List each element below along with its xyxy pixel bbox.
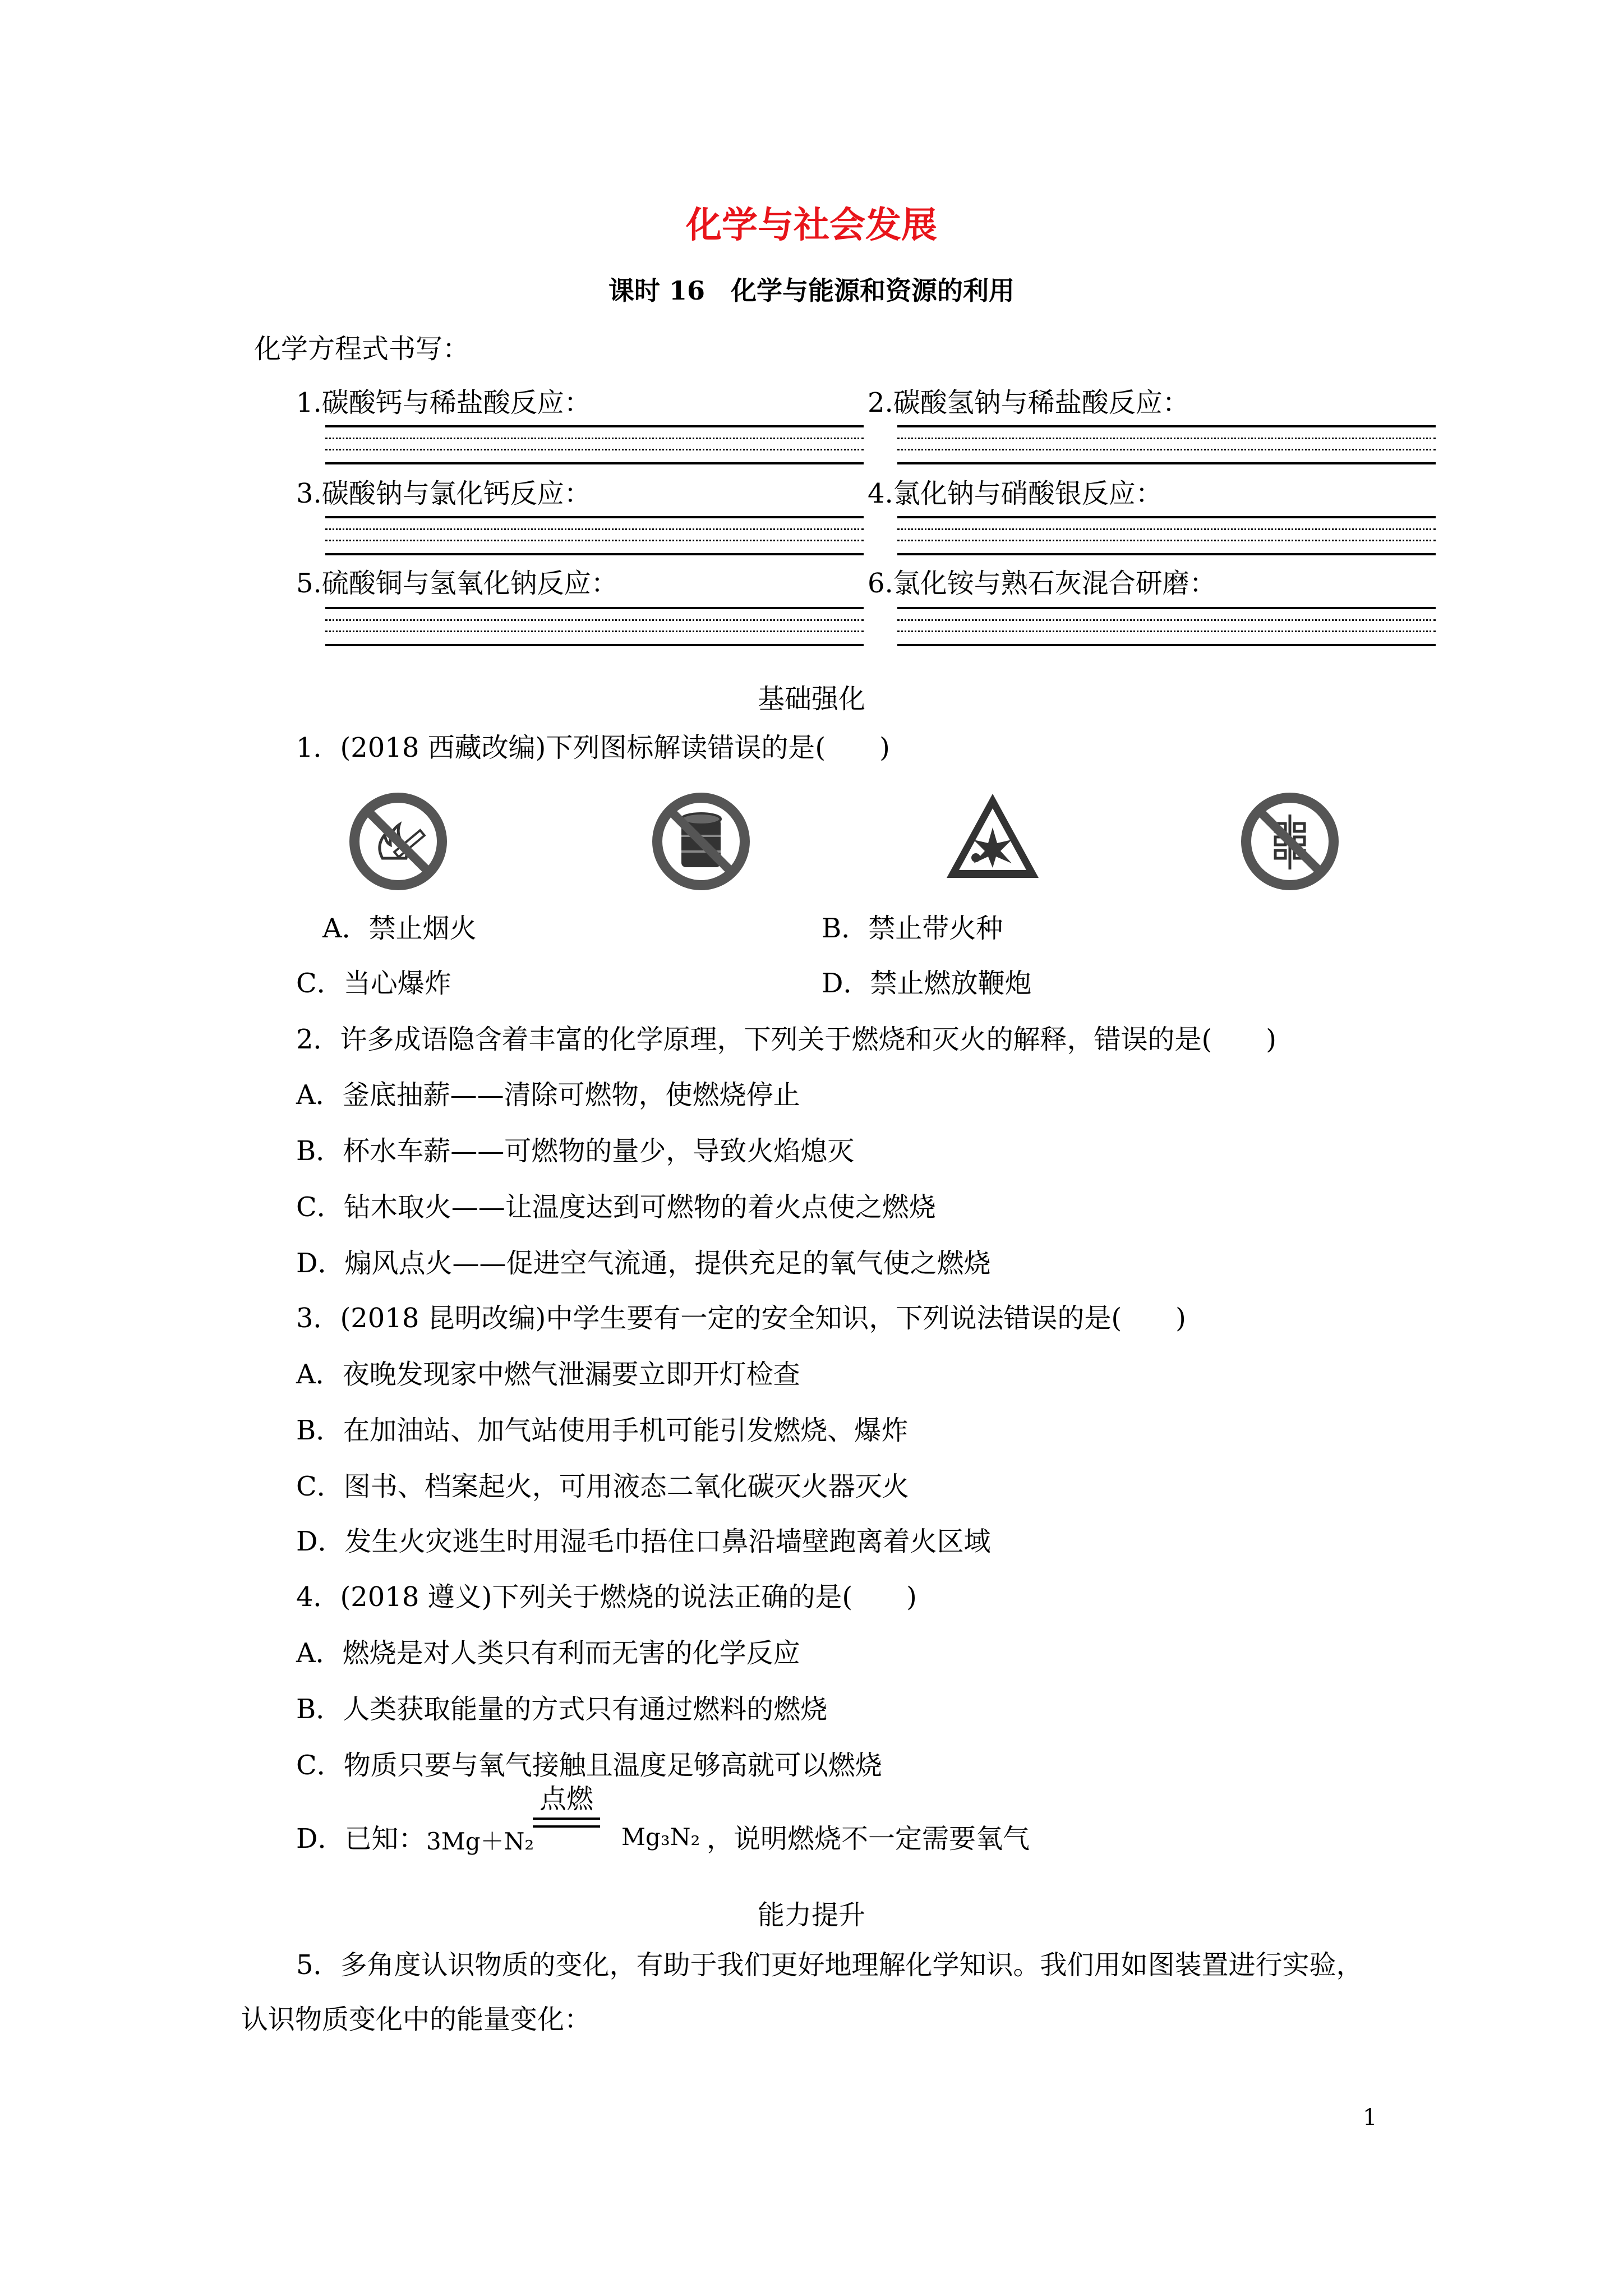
q4-option-d-suffix: ，说明燃烧不一定需要氧气	[707, 1823, 1030, 1855]
q1-option-a: A．禁止烟火	[322, 913, 477, 944]
q2-option-c: C．钻木取火——让温度达到可燃物的着火点使之燃烧	[296, 1191, 936, 1223]
q3-option-b: B．在加油站、加气站使用手机可能引发燃烧、爆炸	[296, 1415, 909, 1446]
q3-option-c: C．图书、档案起火，可用液态二氧化碳灭火器灭火	[296, 1471, 909, 1502]
lesson-subtitle: 课时 16 化学与能源和资源的利用	[608, 275, 1015, 306]
q3-option-a: A．夜晚发现家中燃气泄漏要立即开灯检查	[296, 1359, 800, 1390]
page-number: 1	[1363, 2105, 1377, 2131]
q2-option-b: B．杯水车薪——可燃物的量少，导致火焰熄灭	[296, 1135, 855, 1167]
q2-option-a: A．釜底抽薪——清除可燃物，使燃烧停止	[296, 1079, 800, 1111]
equation-prompt-3: 3.碳酸钠与氯化钙反应：	[296, 478, 591, 509]
q5-stem-line2: 认识物质变化中的能量变化：	[241, 2004, 592, 2035]
q1-option-d: D．禁止燃放鞭炮	[822, 968, 1032, 999]
q1-option-b: B．禁止带火种	[822, 913, 1003, 944]
section-heading-basic: 基础强化	[757, 683, 865, 715]
equation-prompt-5: 5.硫酸铜与氢氧化钠反应：	[296, 568, 618, 599]
equation-prompt-4: 4.氯化钠与硝酸银反应：	[868, 478, 1163, 509]
answer-lines-6	[897, 607, 1436, 673]
q3-stem: 3．(2018 昆明改编)中学生要有一定的安全知识，下列说法错误的是( )	[296, 1303, 1186, 1334]
q4-option-b: B．人类获取能量的方式只有通过燃料的燃烧	[296, 1694, 828, 1725]
q5-stem-line1: 5．多角度认识物质的变化，有助于我们更好地理解化学知识。我们用如图装置进行实验，	[296, 1949, 1363, 1981]
q4-equation-sign	[533, 1818, 600, 1828]
section-heading-advanced: 能力提升	[757, 1899, 865, 1931]
q4-option-a: A．燃烧是对人类只有利而无害的化学反应	[296, 1637, 800, 1669]
q2-stem: 2．许多成语隐含着丰富的化学原理，下列关于燃烧和灭火的解释，错误的是( )	[296, 1024, 1276, 1055]
q4-stem: 4．(2018 遵义)下列关于燃烧的说法正确的是( )	[296, 1581, 917, 1613]
q4-equation-reactants: 3Mg＋N₂	[426, 1828, 534, 1855]
page-title: 化学与社会发展	[686, 205, 937, 246]
q1-option-c: C．当心爆炸	[296, 968, 451, 999]
answer-lines-5	[325, 607, 864, 673]
q4-equation-condition: 点燃	[539, 1783, 593, 1815]
q4-option-c: C．物质只要与氧气接触且温度足够高就可以燃烧	[296, 1750, 882, 1781]
equation-prompt-6: 6.氯化铵与熟石灰混合研磨：	[868, 568, 1216, 599]
equation-prompt-1: 1.碳酸钙与稀盐酸反应：	[296, 387, 591, 418]
explosion-warning-icon	[942, 788, 1043, 889]
no-smoking-fire-icon	[348, 791, 449, 892]
q4-equation-products: Mg₃N₂	[621, 1823, 700, 1851]
q4-option-d-prefix: D．已知：	[296, 1823, 426, 1855]
no-firecrackers-icon	[1239, 791, 1340, 892]
q3-option-d: D．发生火灾逃生时用湿毛巾捂住口鼻沿墙壁跑离着火区域	[296, 1526, 991, 1557]
q1-stem: 1．(2018 西藏改编)下列图标解读错误的是( )	[296, 732, 890, 763]
q2-option-d: D．煽风点火——促进空气流通，提供充足的氧气使之燃烧	[296, 1248, 991, 1279]
equations-intro: 化学方程式书写：	[254, 333, 470, 365]
equation-prompt-2: 2.碳酸氢钠与稀盐酸反应：	[868, 387, 1189, 418]
no-fire-source-icon	[651, 791, 751, 892]
